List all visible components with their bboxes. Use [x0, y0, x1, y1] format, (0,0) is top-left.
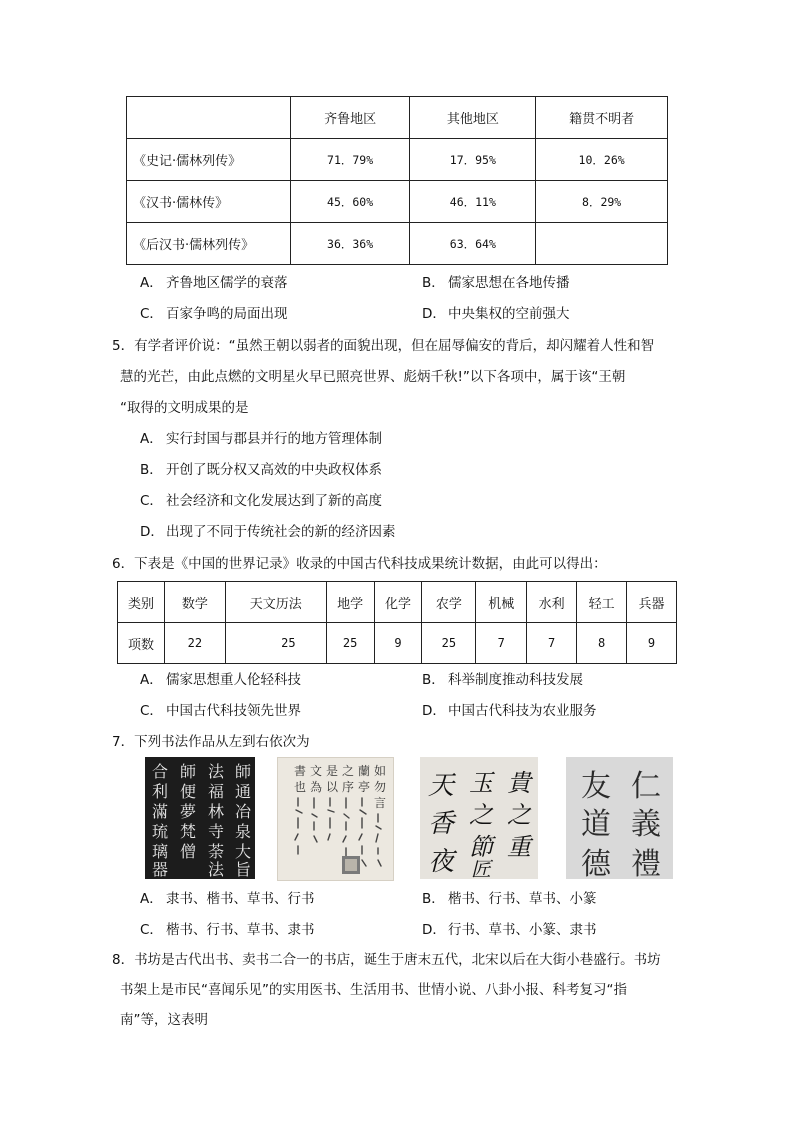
table-cell: 10．26%	[536, 139, 668, 181]
calligraphy-char: 師	[179, 762, 196, 781]
option-letter: B．	[422, 275, 445, 291]
option-letter: D．	[422, 703, 446, 719]
calligraphy-char: 冶	[234, 802, 251, 821]
calligraphy-char: 通	[234, 782, 251, 801]
calligraphy-char: 節	[469, 833, 493, 861]
option-text: 开创了既分权又高效的中央政权体系	[166, 462, 382, 478]
calligraphy-char: 蘭	[357, 764, 370, 778]
calligraphy-char: 之	[507, 801, 531, 829]
table-row	[127, 139, 668, 181]
option-letter: C．	[140, 306, 163, 322]
calligraphy-char: 夢	[179, 802, 196, 821]
option-letter: A．	[140, 891, 163, 907]
table-header-cell: 轻工	[577, 582, 627, 623]
option-text: 中央集权的空前强大	[448, 306, 570, 322]
calligraphy-char: 是	[325, 764, 338, 778]
table-header-cell: 天文历法	[225, 582, 326, 623]
option-letter: D．	[422, 922, 446, 938]
option-letter: B．	[422, 891, 445, 907]
calligraphy-char: 文	[309, 764, 322, 778]
option-text: 儒家思想重人伦轻科技	[166, 672, 301, 688]
option-text: 科举制度推动科技发展	[448, 672, 583, 688]
calligraphy-running-script-image	[277, 757, 394, 881]
q7-stem: 7．下列书法作品从左到右依次为	[112, 734, 310, 750]
table-cell: 8．29%	[536, 181, 668, 223]
table-row-label: 《汉书·儒林传》	[127, 181, 291, 223]
table-row-label: 《后汉书·儒林列传》	[127, 223, 291, 265]
calligraphy-char: 書	[293, 764, 306, 778]
q6-option-b	[422, 671, 583, 689]
calligraphy-char: 夜	[427, 847, 454, 877]
calligraphy-char: 便	[179, 782, 196, 801]
table-cell: 46．11%	[410, 181, 536, 223]
q4-option-d	[422, 305, 570, 323]
table-cell: 36．36%	[290, 223, 410, 265]
calligraphy-char: 之	[341, 764, 354, 778]
calligraphy-char: 天	[427, 771, 454, 801]
calligraphy-char: 序	[341, 780, 354, 794]
table-cell: 9	[627, 623, 677, 664]
q4-option-a	[140, 274, 288, 292]
q5-stem-line: 5．有学者评价说：“虽然王朝以弱者的面貌出现，但在屈辱偏安的背后，却闪耀着人性和智	[112, 338, 655, 354]
option-letter: D．	[422, 306, 446, 322]
ru-scholars-table	[126, 96, 668, 265]
table-header-cell: 化学	[374, 582, 422, 623]
q8-stem-line: 书架上是市民“喜闻乐见”的实用医书、生活用书、世情小说、八卦小报、科考复习“指	[120, 982, 627, 998]
calligraphy-char: 友	[581, 769, 611, 804]
calligraphy-char: 利	[151, 782, 168, 801]
q8-stem-line: 8．书坊是古代出书、卖书二合一的书店，诞生于唐末五代，北宋以后在大街小巷盛行。书坊	[112, 952, 661, 968]
calligraphy-char: 師	[234, 762, 251, 781]
table-header-cell: 数学	[164, 582, 225, 623]
calligraphy-cursive-script-image	[420, 757, 538, 879]
option-letter: C．	[140, 922, 163, 938]
table-header-cell: 籍贯不明者	[536, 97, 668, 139]
q5-option-a	[140, 430, 382, 448]
q7-option-b	[422, 890, 597, 908]
q6-stem: 6．下表是《中国的世界记录》收录的中国古代科技成果统计数据，由此可以得出：	[112, 556, 607, 572]
table-header-cell: 类别	[118, 582, 165, 623]
calligraphy-char: 滿	[151, 802, 168, 821]
calligraphy-char: 為	[309, 780, 322, 794]
calligraphy-rubbing-image	[145, 757, 255, 879]
option-text: 儒家思想在各地传播	[448, 275, 570, 291]
option-letter: C．	[140, 703, 163, 719]
calligraphy-char: 玉	[469, 769, 493, 797]
calligraphy-char: 法	[207, 762, 224, 781]
calligraphy-ink-strokes	[278, 758, 393, 880]
calligraphy-char: 貴	[507, 769, 531, 797]
table-header-cell: 地学	[326, 582, 374, 623]
table-row-label: 项数	[118, 623, 165, 664]
calligraphy-char: 以	[325, 780, 338, 794]
q7-option-a	[140, 890, 315, 908]
table-header-cell: 水利	[527, 582, 577, 623]
table-cell: 8	[577, 623, 627, 664]
calligraphy-char: 寺	[207, 822, 224, 841]
calligraphy-char: 亭	[357, 780, 370, 794]
calligraphy-char: 道	[581, 807, 611, 842]
calligraphy-char: 僧	[179, 842, 196, 861]
calligraphy-char: 器	[151, 860, 168, 879]
table-cell: 7	[476, 623, 527, 664]
table-cell: 71．79%	[290, 139, 410, 181]
calligraphy-char: 義	[631, 807, 661, 842]
option-letter: B．	[140, 462, 163, 478]
q6-option-c	[140, 702, 301, 720]
table-header-cell: 机械	[476, 582, 527, 623]
table-header-cell: 兵器	[627, 582, 677, 623]
calligraphy-char: 合	[151, 762, 168, 781]
option-letter: B．	[422, 672, 445, 688]
q8-stem-line: 南”等，这表明	[120, 1012, 208, 1028]
table-row	[118, 623, 677, 664]
calligraphy-char: 大	[234, 842, 251, 861]
table-header-cell	[127, 97, 291, 139]
q7-option-d	[422, 921, 597, 939]
calligraphy-char: 言	[373, 796, 386, 810]
q5-option-c	[140, 492, 382, 510]
option-letter: D．	[140, 524, 164, 540]
option-letter: A．	[140, 275, 163, 291]
calligraphy-char: 璃	[151, 842, 168, 861]
option-letter: A．	[140, 672, 163, 688]
calligraphy-char: 勿	[373, 780, 386, 794]
calligraphy-char: 之	[469, 801, 493, 829]
option-text: 中国古代科技领先世界	[166, 703, 301, 719]
option-text: 百家争鸣的局面出现	[166, 306, 288, 322]
calligraphy-char: 荼	[207, 842, 224, 861]
calligraphy-char: 匠	[471, 857, 491, 879]
calligraphy-char: 仁	[631, 769, 661, 804]
option-text: 出现了不同于传统社会的新的经济因素	[166, 524, 396, 540]
q4-option-c	[140, 305, 288, 323]
table-cell: 25	[422, 623, 476, 664]
calligraphy-char: 如	[373, 764, 386, 778]
science-achievements-table	[117, 581, 677, 664]
option-text: 楷书、行书、草书、隶书	[166, 922, 315, 938]
table-cell: 25	[225, 623, 326, 664]
table-cell: 25	[326, 623, 374, 664]
option-text: 中国古代科技为农业服务	[448, 703, 597, 719]
q5-option-d	[140, 523, 396, 541]
table-header-cell: 齐鲁地区	[290, 97, 410, 139]
q5-stem-line: 慧的光芒，由此点燃的文明星火早已照亮世界、彪炳千秋!”以下各项中，属于该“王朝	[120, 369, 626, 385]
calligraphy-char: 旨	[234, 860, 251, 879]
q6-option-d	[422, 702, 597, 720]
table-cell: 22	[164, 623, 225, 664]
q7-option-c	[140, 921, 315, 939]
calligraphy-char: 福	[207, 782, 224, 801]
option-letter: C．	[140, 493, 163, 509]
table-cell: 7	[527, 623, 577, 664]
calligraphy-char: 琉	[151, 822, 168, 841]
calligraphy-char: 泉	[234, 822, 251, 841]
option-text: 齐鲁地区儒学的衰落	[166, 275, 288, 291]
calligraphy-char: 禮	[631, 847, 661, 879]
table-header-cell: 农学	[422, 582, 476, 623]
table-row	[127, 223, 668, 265]
calligraphy-clerical-script-image	[566, 757, 673, 879]
calligraphy-char: 香	[427, 809, 454, 839]
calligraphy-char: 法	[207, 860, 224, 879]
option-text: 行书、草书、小篆、隶书	[448, 922, 597, 938]
calligraphy-char: 也	[293, 780, 306, 794]
calligraphy-char: 梵	[179, 822, 196, 841]
q5-stem-line: “取得的文明成果的是	[120, 400, 249, 416]
option-text: 楷书、行书、草书、小篆	[448, 891, 597, 907]
q4-option-b	[422, 274, 570, 292]
table-header-row	[127, 97, 668, 139]
q5-option-b	[140, 461, 382, 479]
table-cell: 45．60%	[290, 181, 410, 223]
table-cell: 17．95%	[410, 139, 536, 181]
option-text: 隶书、楷书、草书、行书	[166, 891, 315, 907]
calligraphy-char: 林	[207, 802, 224, 821]
calligraphy-char: 德	[581, 847, 611, 879]
table-header-row	[118, 582, 677, 623]
option-letter: A．	[140, 431, 163, 447]
table-row-label: 《史记·儒林列传》	[127, 139, 291, 181]
table-cell: 63．64%	[410, 223, 536, 265]
option-text: 实行封国与郡县并行的地方管理体制	[166, 431, 382, 447]
table-cell	[536, 223, 668, 265]
table-row	[127, 181, 668, 223]
table-header-cell: 其他地区	[410, 97, 536, 139]
option-text: 社会经济和文化发展达到了新的高度	[166, 493, 382, 509]
calligraphy-char: 重	[507, 833, 531, 861]
q6-option-a	[140, 671, 301, 689]
table-cell: 9	[374, 623, 422, 664]
